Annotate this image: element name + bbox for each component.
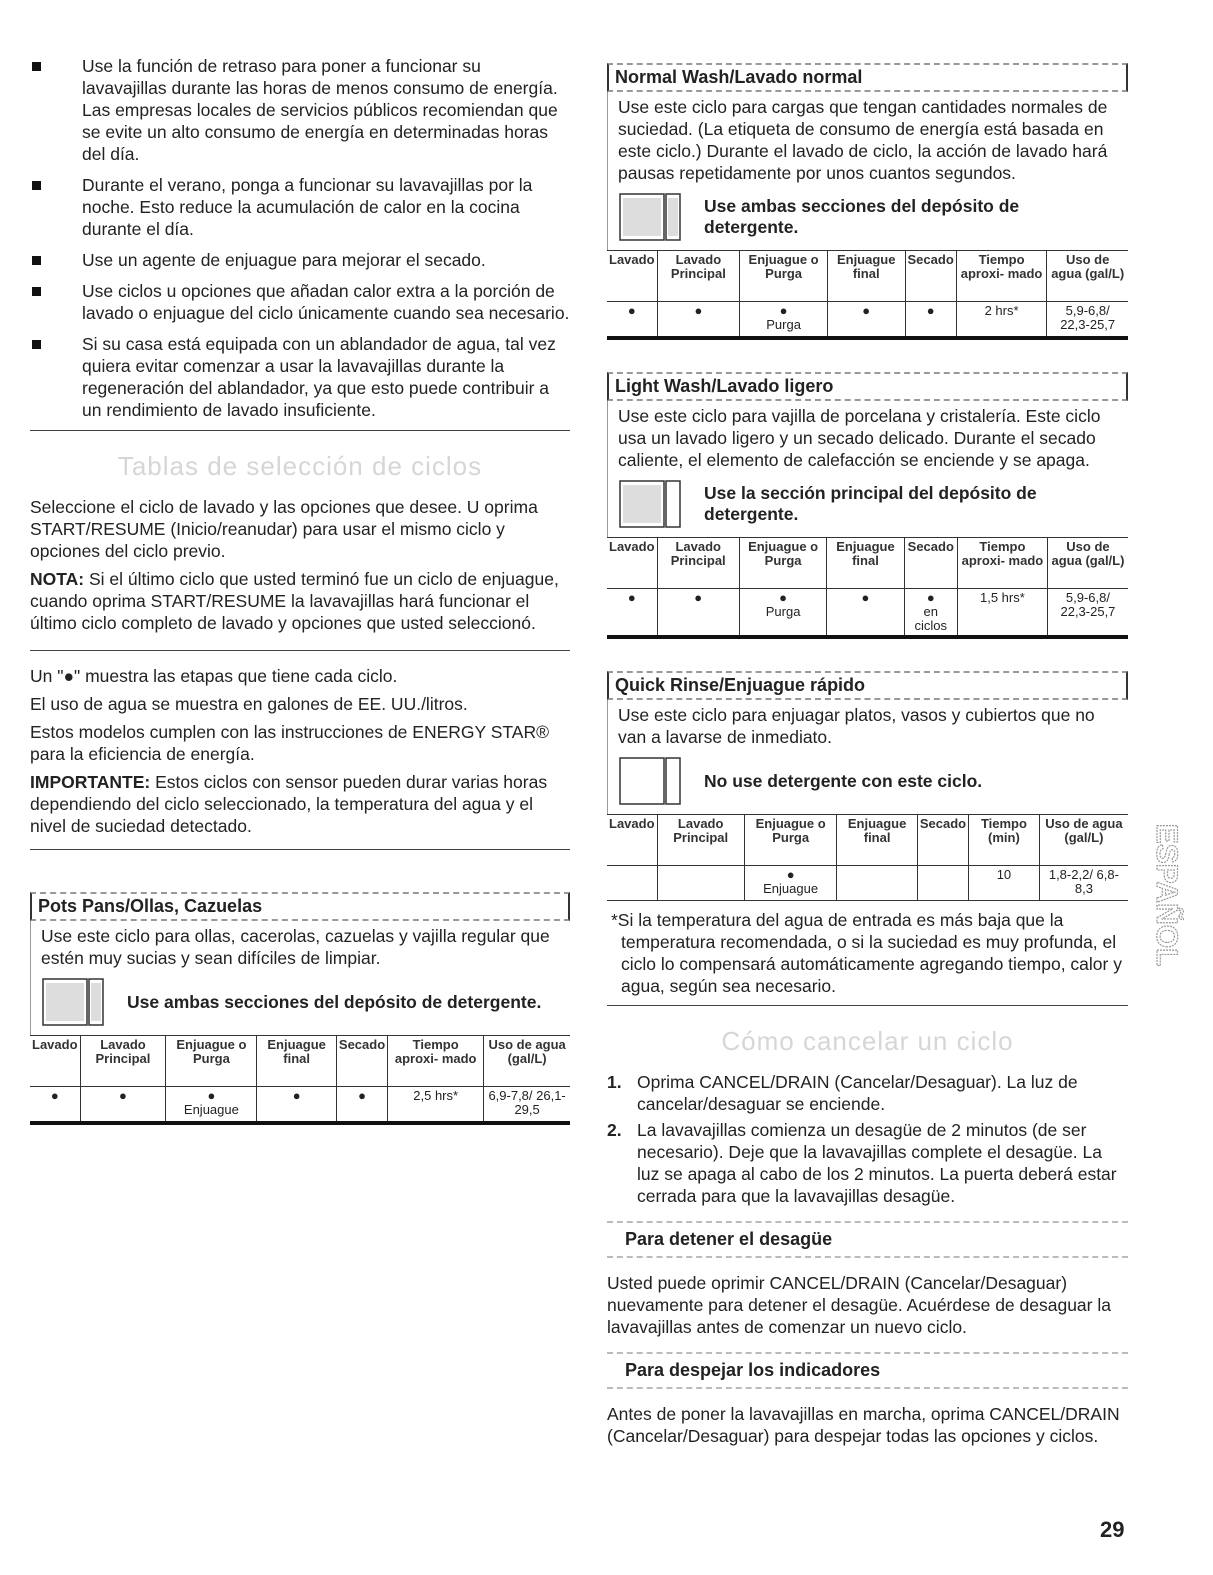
left-column [30, 55, 570, 1125]
cycle-quick [607, 671, 1128, 901]
cycle-light [607, 372, 1128, 639]
cell: 2,5 hrs* [388, 1087, 484, 1122]
cell: ● [607, 589, 657, 636]
header-lavado: Lavado [609, 539, 655, 554]
header-agua: Uso de agua (gal/L) [1039, 815, 1128, 866]
cell: ● [827, 589, 904, 636]
section-title: Cómo cancelar un ciclo [721, 1026, 1014, 1056]
detergent-row [607, 184, 1128, 250]
cell: 5,9-6,8/ 22,3-25,7 [1047, 302, 1128, 337]
detergent-row [607, 748, 1128, 814]
subsection-title: Para detener el desagüe [607, 1221, 1128, 1258]
header-principal: Lavado Principal [657, 538, 739, 589]
header-agua: Uso de agua (gal/L) [1047, 538, 1128, 589]
cell [917, 866, 968, 901]
cycle-pots [30, 892, 570, 1125]
intro-text: Seleccione el ciclo de lavado y las opciones que desee. U oprima START/RESUME (Inicio/reanudar) para usar el mismo ciclo y opciones del ciclo previo. [30, 497, 538, 561]
header-final: Enjuague final [827, 538, 904, 589]
cell: ● [336, 1087, 387, 1122]
header-enjuague: Enjuague o Purga [744, 815, 837, 866]
header-enjuague: Enjuague o Purga [166, 1036, 257, 1087]
cell [657, 866, 744, 901]
side-language-tab [1146, 785, 1184, 1005]
cell: 10 [969, 866, 1040, 901]
cell: ● [905, 302, 956, 337]
cycle-title: Pots Pans/Ollas, Cazuelas [30, 892, 570, 921]
footnote: *Si la temperatura del agua de entrada es más baja que la temperatura recomendada, o si la suciedad es muy profunda, el ciclo lo compensará automáticamente agregando tiempo, calor y agua, según sea necesario. [611, 910, 1122, 996]
cycle-description: Use este ciclo para ollas, cacerolas, cazuelas y vajilla regular que estén muy sucias y sean difíciles de limpiar. [30, 921, 570, 969]
detergent-instruction: Use la sección principal del depósito de detergente. [704, 483, 1037, 524]
cell: 1,8-2,2/ 6,8-8,3 [1039, 866, 1128, 901]
detergent-row [30, 969, 570, 1035]
header-lavado: Lavado [32, 1037, 78, 1052]
cycle-table [607, 537, 1128, 639]
important-text: IMPORTANTE: Estos ciclos con sensor pueden durar varias horas dependiendo del ciclo seleccionado, la temperatura del agua y el nivel de suciedad detectado. [30, 772, 548, 836]
header-tiempo: Tiempo aproxi- mado [388, 1036, 484, 1087]
cell: ● [827, 302, 905, 337]
cell: ● [80, 1087, 166, 1122]
cycle-normal [607, 63, 1128, 340]
detergent-both-icon [618, 192, 682, 242]
divider [30, 430, 570, 431]
cancel-steps [607, 1071, 1128, 1207]
header-agua: Uso de agua (gal/L) [484, 1036, 570, 1087]
header-secado: Secado [336, 1036, 387, 1087]
info-text: Estos modelos cumplen con las instrucciones de ENERGY STAR® para la eficiencia de energía. [30, 722, 549, 764]
detergent-both-icon [41, 977, 105, 1027]
right-column [607, 63, 1128, 1453]
divider [607, 1005, 1128, 1006]
cell [837, 866, 917, 901]
info-text: El uso de agua se muestra en galones de EE. UU./litros. [30, 694, 468, 714]
header-enjuague: Enjuague o Purga [739, 538, 826, 589]
header-principal: Lavado Principal [657, 815, 744, 866]
list-item: 2. La lavavajillas comienza un desagüe de 2 minutos (de ser necesario). Deje que la lavavajillas complete el desagüe. La luz se apaga al cabo de los 2 minutos. La puerta deberá estar cerrada para que la lavavajillas desagüe. [607, 1120, 1117, 1206]
cycle-table [607, 814, 1128, 901]
cycle-description: Use este ciclo para vajilla de porcelana y cristalería. Este ciclo usa un lavado ligero y un secado delicado. Durante el secado caliente, el elemento de calefacción se enciende y se apaga. [607, 401, 1128, 471]
cell: ● en ciclos [904, 589, 957, 636]
header-secado: Secado [904, 538, 957, 589]
page-number: 29 [1100, 1517, 1125, 1542]
list-item: Use un agente de enjuague para mejorar el secado. [30, 249, 570, 271]
detergent-none-icon [618, 756, 682, 806]
header-secado: Secado [917, 815, 968, 866]
clear-indicators-text: Antes de poner la lavavajillas en marcha, oprima CANCEL/DRAIN (Cancelar/Desaguar) para despejar todas las opciones y ciclos. [607, 1404, 1120, 1446]
subsection-title: Para despejar los indicadores [607, 1352, 1128, 1389]
list-item: 1. Oprima CANCEL/DRAIN (Cancelar/Desaguar). La luz de cancelar/desaguar se enciende. [607, 1072, 1078, 1114]
header-final: Enjuague final [257, 1036, 337, 1087]
header-secado: Secado [905, 251, 956, 302]
cell: ● [607, 302, 657, 337]
header-tiempo: Tiempo aproxi- mado [956, 251, 1047, 302]
cell: 2 hrs* [956, 302, 1047, 337]
cycle-title: Light Wash/Lavado ligero [607, 372, 1128, 401]
cycle-table [30, 1035, 570, 1125]
header-enjuague: Enjuague o Purga [740, 251, 828, 302]
cell: ● Purga [739, 589, 826, 636]
cell: ● Enjuague [166, 1087, 257, 1122]
header-principal: Lavado Principal [80, 1036, 166, 1087]
cell: 6,9-7,8/ 26,1-29,5 [484, 1087, 570, 1122]
energy-tips-list [30, 55, 570, 421]
detergent-instruction: Use ambas secciones del depósito de detergente. [127, 991, 542, 1012]
header-lavado: Lavado [609, 816, 655, 831]
header-final: Enjuague final [837, 815, 917, 866]
note-text: NOTA: Si el último ciclo que usted terminó fue un ciclo de enjuague, cuando oprima START/RESUME la lavavajillas hará funcionar el último ciclo completo de lavado y opciones que usted seleccionó. [30, 569, 559, 633]
cycle-description: Use este ciclo para enjuagar platos, vasos y cubiertos que no van a lavarse de inmediato. [607, 700, 1128, 748]
cell: ● [30, 1087, 80, 1122]
cycle-description: Use este ciclo para cargas que tengan cantidades normales de suciedad. (La etiqueta de consumo de energía está basada en este ciclo.) Durante el lavado de ciclo, la acción de lavado hará pausas repetidamente por unos cuantos segundos. [607, 92, 1128, 184]
cell: 5,9-6,8/ 22,3-25,7 [1047, 589, 1128, 636]
stop-drain-text: Usted puede oprimir CANCEL/DRAIN (Cancelar/Desaguar) nuevamente para detener el desagüe. Acuérdese de desaguar la lavavajillas antes de comenzar un nuevo ciclo. [607, 1273, 1111, 1337]
detergent-instruction: Use ambas secciones del depósito de detergente. [704, 196, 1020, 237]
detergent-instruction: No use detergente con este ciclo. [704, 770, 983, 791]
cell: 1,5 hrs* [957, 589, 1047, 636]
cell: ● [257, 1087, 337, 1122]
cell: ● [657, 302, 740, 337]
header-tiempo: Tiempo (min) [969, 815, 1040, 866]
header-lavado: Lavado [609, 252, 655, 267]
cycle-title: Normal Wash/Lavado normal [607, 63, 1128, 92]
detergent-row [607, 471, 1128, 537]
side-label-text: ESPAÑOL [1150, 823, 1184, 967]
header-agua: Uso de agua (gal/L) [1047, 251, 1128, 302]
cell: ● Enjuague [744, 866, 837, 901]
section-title: Tablas de selección de ciclos [117, 451, 483, 481]
cycle-title: Quick Rinse/Enjuague rápido [607, 671, 1128, 700]
list-item: Use ciclos u opciones que añadan calor extra a la porción de lavado o enjuague del ciclo únicamente cuando sea necesario. [30, 280, 570, 324]
detergent-main-icon [618, 479, 682, 529]
list-item: Use la función de retraso para poner a funcionar su lavavajillas durante las horas de menos consumo de energía. Las empresas locales de servicios públicos recomiendan que se evite un alto consumo de energía en determinadas horas del día. [30, 55, 570, 165]
list-item: Si su casa está equipada con un ablandador de agua, tal vez quiera evitar comenzar a usar la lavavajillas durante la regeneración del ablandador, ya que esto puede contribuir a un rendimiento de lavado insuficiente. [30, 333, 570, 421]
cell: ● [657, 589, 739, 636]
cell [607, 866, 657, 901]
cell: ● Purga [740, 302, 828, 337]
list-item: Durante el verano, ponga a funcionar su lavavajillas por la noche. Esto reduce la acumulación de calor en la cocina durante el día. [30, 174, 570, 240]
cycle-table [607, 250, 1128, 340]
header-final: Enjuague final [827, 251, 905, 302]
header-tiempo: Tiempo aproxi- mado [957, 538, 1047, 589]
info-text: Un "●" muestra las etapas que tiene cada ciclo. [30, 666, 398, 686]
header-principal: Lavado Principal [657, 251, 740, 302]
